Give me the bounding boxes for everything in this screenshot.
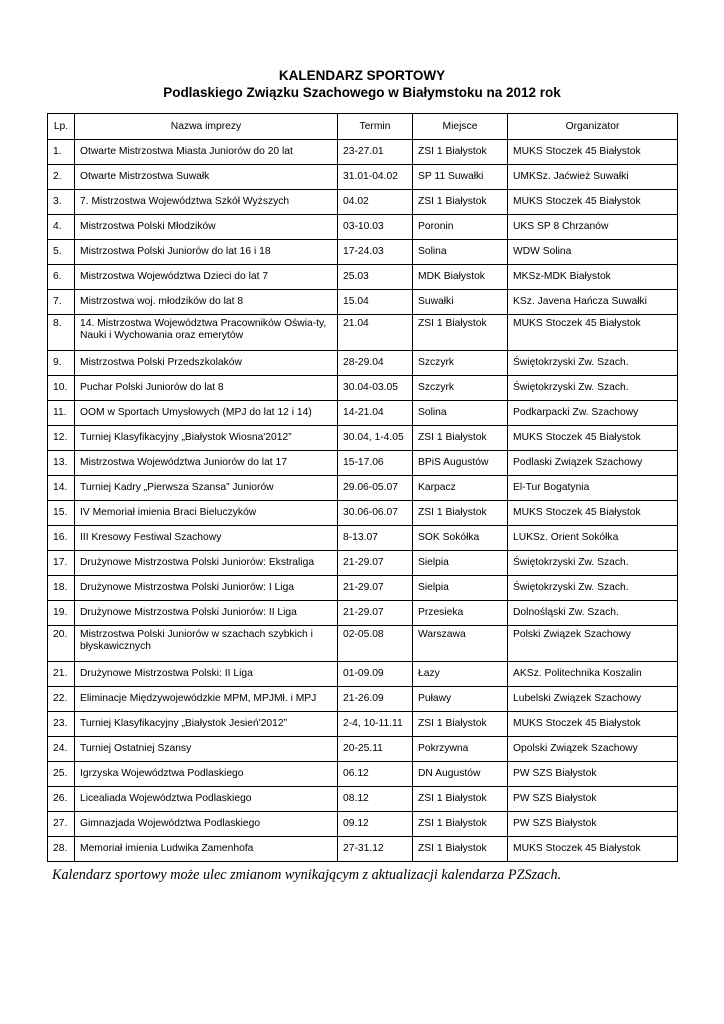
- event-place-cell: Sielpia: [413, 576, 508, 601]
- table-row: [48, 351, 678, 376]
- event-name-cell: Eliminacje Międzywojewódzkie MPM, MPJMł. i MPJ: [75, 687, 338, 712]
- event-organizer-cell: MUKS Stoczek 45 Białystok: [508, 712, 678, 737]
- event-name-cell: 14. Mistrzostwa Województwa Pracowników Oświa-ty, Nauki i Wychowania oraz emerytów: [75, 315, 338, 351]
- table-row: [48, 501, 678, 526]
- event-place-cell: ZSI 1 Białystok: [413, 315, 508, 351]
- table-row: [48, 265, 678, 290]
- event-organizer-cell: Świętokrzyski Zw. Szach.: [508, 576, 678, 601]
- event-date-cell: 17-24.03: [338, 240, 413, 265]
- event-organizer-cell: UMKSz. Jaćwież Suwałki: [508, 165, 678, 190]
- row-number-cell: 25.: [48, 762, 75, 787]
- event-organizer-cell: MUKS Stoczek 45 Białystok: [508, 837, 678, 862]
- event-organizer-cell: Opolski Związek Szachowy: [508, 737, 678, 762]
- event-organizer-cell: PW SZS Białystok: [508, 762, 678, 787]
- table-row: [48, 476, 678, 501]
- table-row: [48, 626, 678, 662]
- table-row: [48, 576, 678, 601]
- table-row: [48, 190, 678, 215]
- row-number-cell: 27.: [48, 812, 75, 837]
- event-place-cell: Solina: [413, 240, 508, 265]
- table-row: [48, 601, 678, 626]
- event-date-cell: 29.06-05.07: [338, 476, 413, 501]
- event-organizer-cell: PW SZS Białystok: [508, 812, 678, 837]
- event-name-cell: Turniej Klasyfikacyjny „Białystok Jesień'2012”: [75, 712, 338, 737]
- event-date-cell: 27-31.12: [338, 837, 413, 862]
- event-name-cell: Otwarte Mistrzostwa Suwałk: [75, 165, 338, 190]
- table-row: [48, 712, 678, 737]
- row-number-cell: 1.: [48, 140, 75, 165]
- table-body: [48, 140, 678, 862]
- row-number-cell: 13.: [48, 451, 75, 476]
- event-organizer-cell: MUKS Stoczek 45 Białystok: [508, 426, 678, 451]
- event-place-cell: ZSI 1 Białystok: [413, 812, 508, 837]
- event-name-cell: Mistrzostwa Polski Juniorów w szachach szybkich i błyskawicznych: [75, 626, 338, 662]
- event-place-cell: Sielpia: [413, 551, 508, 576]
- event-date-cell: 06.12: [338, 762, 413, 787]
- event-place-cell: Karpacz: [413, 476, 508, 501]
- row-number-cell: 4.: [48, 215, 75, 240]
- event-organizer-cell: UKS SP 8 Chrzanów: [508, 215, 678, 240]
- event-name-cell: Puchar Polski Juniorów do lat 8: [75, 376, 338, 401]
- event-name-cell: Gimnazjada Województwa Podlaskiego: [75, 812, 338, 837]
- table-row: [48, 315, 678, 351]
- row-number-cell: 11.: [48, 401, 75, 426]
- event-place-cell: Przesieka: [413, 601, 508, 626]
- table-header-row: [48, 114, 678, 140]
- event-name-cell: Mistrzostwa Województwa Dzieci do lat 7: [75, 265, 338, 290]
- row-number-cell: 2.: [48, 165, 75, 190]
- event-place-cell: ZSI 1 Białystok: [413, 712, 508, 737]
- row-number-cell: 7.: [48, 290, 75, 315]
- event-date-cell: 02-05.08: [338, 626, 413, 662]
- event-name-cell: Drużynowe Mistrzostwa Polski: II Liga: [75, 662, 338, 687]
- event-organizer-cell: Świętokrzyski Zw. Szach.: [508, 351, 678, 376]
- event-place-cell: Szczyrk: [413, 376, 508, 401]
- event-name-cell: IV Memoriał imienia Braci Bieluczyków: [75, 501, 338, 526]
- event-organizer-cell: KSz. Javena Hańcza Suwałki: [508, 290, 678, 315]
- row-number-cell: 28.: [48, 837, 75, 862]
- event-place-cell: ZSI 1 Białystok: [413, 787, 508, 812]
- row-number-cell: 12.: [48, 426, 75, 451]
- event-name-cell: Turniej Kadry „Pierwsza Szansa” Juniorów: [75, 476, 338, 501]
- event-name-cell: Otwarte Mistrzostwa Miasta Juniorów do 20 lat: [75, 140, 338, 165]
- event-place-cell: Pokrzywna: [413, 737, 508, 762]
- row-number-cell: 19.: [48, 601, 75, 626]
- row-number-cell: 16.: [48, 526, 75, 551]
- table-row: [48, 376, 678, 401]
- event-name-cell: Drużynowe Mistrzostwa Polski Juniorów: Ekstraliga: [75, 551, 338, 576]
- table-row: [48, 140, 678, 165]
- column-header-lp: Lp.: [48, 114, 75, 140]
- event-organizer-cell: Polski Związek Szachowy: [508, 626, 678, 662]
- row-number-cell: 23.: [48, 712, 75, 737]
- event-organizer-cell: WDW Solina: [508, 240, 678, 265]
- table-row: [48, 290, 678, 315]
- table-row: [48, 812, 678, 837]
- event-organizer-cell: MUKS Stoczek 45 Białystok: [508, 190, 678, 215]
- event-name-cell: Memoriał imienia Ludwika Zamenhofa: [75, 837, 338, 862]
- event-place-cell: Puławy: [413, 687, 508, 712]
- event-date-cell: 21-29.07: [338, 576, 413, 601]
- event-date-cell: 03-10.03: [338, 215, 413, 240]
- event-place-cell: ZSI 1 Białystok: [413, 837, 508, 862]
- row-number-cell: 21.: [48, 662, 75, 687]
- event-name-cell: Licealiada Województwa Podlaskiego: [75, 787, 338, 812]
- row-number-cell: 24.: [48, 737, 75, 762]
- event-place-cell: SP 11 Suwałki: [413, 165, 508, 190]
- event-date-cell: 21-26.09: [338, 687, 413, 712]
- table-row: [48, 787, 678, 812]
- event-organizer-cell: Świętokrzyski Zw. Szach.: [508, 376, 678, 401]
- row-number-cell: 9.: [48, 351, 75, 376]
- event-date-cell: 31.01-04.02: [338, 165, 413, 190]
- event-name-cell: Igrzyska Województwa Podlaskiego: [75, 762, 338, 787]
- row-number-cell: 8.: [48, 315, 75, 351]
- event-name-cell: III Kresowy Festiwal Szachowy: [75, 526, 338, 551]
- row-number-cell: 5.: [48, 240, 75, 265]
- event-organizer-cell: MUKS Stoczek 45 Białystok: [508, 140, 678, 165]
- event-place-cell: ZSI 1 Białystok: [413, 426, 508, 451]
- event-date-cell: 15-17.06: [338, 451, 413, 476]
- event-date-cell: 01-09.09: [338, 662, 413, 687]
- event-organizer-cell: MUKS Stoczek 45 Białystok: [508, 315, 678, 351]
- event-name-cell: Drużynowe Mistrzostwa Polski Juniorów: II Liga: [75, 601, 338, 626]
- event-date-cell: 15.04: [338, 290, 413, 315]
- event-organizer-cell: AKSz. Politechnika Koszalin: [508, 662, 678, 687]
- event-place-cell: ZSI 1 Białystok: [413, 140, 508, 165]
- event-date-cell: 28-29.04: [338, 351, 413, 376]
- row-number-cell: 3.: [48, 190, 75, 215]
- event-name-cell: 7. Mistrzostwa Województwa Szkół Wyższych: [75, 190, 338, 215]
- page-subtitle: Podlaskiego Związku Szachowego w Białymstoku na 2012 rok: [163, 85, 561, 100]
- row-number-cell: 6.: [48, 265, 75, 290]
- column-header-event-name: Nazwa imprezy: [75, 114, 338, 140]
- table-row: [48, 426, 678, 451]
- event-organizer-cell: Podkarpacki Zw. Szachowy: [508, 401, 678, 426]
- table-row: [48, 551, 678, 576]
- event-date-cell: 20-25.11: [338, 737, 413, 762]
- event-name-cell: Mistrzostwa Polski Przedszkolaków: [75, 351, 338, 376]
- table-row: [48, 687, 678, 712]
- event-date-cell: 08.12: [338, 787, 413, 812]
- event-name-cell: Turniej Ostatniej Szansy: [75, 737, 338, 762]
- event-date-cell: 21-29.07: [338, 551, 413, 576]
- event-organizer-cell: Podlaski Związek Szachowy: [508, 451, 678, 476]
- row-number-cell: 20.: [48, 626, 75, 662]
- row-number-cell: 17.: [48, 551, 75, 576]
- table-row: [48, 526, 678, 551]
- table-row: [48, 662, 678, 687]
- event-date-cell: 30.04, 1-4.05: [338, 426, 413, 451]
- event-place-cell: ZSI 1 Białystok: [413, 190, 508, 215]
- page-title: KALENDARZ SPORTOWY: [278, 68, 446, 83]
- event-date-cell: 04.02: [338, 190, 413, 215]
- event-place-cell: Poronin: [413, 215, 508, 240]
- event-organizer-cell: Dolnośląski Zw. Szach.: [508, 601, 678, 626]
- event-organizer-cell: MKSz-MDK Białystok: [508, 265, 678, 290]
- table-row: [48, 737, 678, 762]
- row-number-cell: 10.: [48, 376, 75, 401]
- row-number-cell: 18.: [48, 576, 75, 601]
- event-place-cell: DN Augustów: [413, 762, 508, 787]
- event-organizer-cell: Lubelski Związek Szachowy: [508, 687, 678, 712]
- column-header-date: Termin: [338, 114, 413, 140]
- event-organizer-cell: El-Tur Bogatynia: [508, 476, 678, 501]
- table-row: [48, 165, 678, 190]
- event-name-cell: Drużynowe Mistrzostwa Polski Juniorów: I Liga: [75, 576, 338, 601]
- event-place-cell: Łazy: [413, 662, 508, 687]
- table-row: [48, 762, 678, 787]
- event-date-cell: 23-27.01: [338, 140, 413, 165]
- column-header-organizer: Organizator: [508, 114, 678, 140]
- event-name-cell: Mistrzostwa woj. młodzików do lat 8: [75, 290, 338, 315]
- event-name-cell: Mistrzostwa Polski Juniorów do lat 16 i 18: [75, 240, 338, 265]
- event-organizer-cell: PW SZS Białystok: [508, 787, 678, 812]
- table-row: [48, 215, 678, 240]
- event-date-cell: 21-29.07: [338, 601, 413, 626]
- table-row: [48, 240, 678, 265]
- row-number-cell: 14.: [48, 476, 75, 501]
- event-organizer-cell: LUKSz. Orient Sokółka: [508, 526, 678, 551]
- event-name-cell: Mistrzostwa Polski Młodzików: [75, 215, 338, 240]
- event-name-cell: Mistrzostwa Województwa Juniorów do lat 17: [75, 451, 338, 476]
- event-date-cell: 14-21.04: [338, 401, 413, 426]
- event-name-cell: OOM w Sportach Umysłowych (MPJ do lat 12 i 14): [75, 401, 338, 426]
- table-row: [48, 451, 678, 476]
- column-header-place: Miejsce: [413, 114, 508, 140]
- event-place-cell: Warszawa: [413, 626, 508, 662]
- footnote: Kalendarz sportowy może ulec zmianom wynikającym z aktualizacji kalendarza PZSzach.: [52, 867, 562, 883]
- event-place-cell: Solina: [413, 401, 508, 426]
- calendar-table: [47, 113, 678, 862]
- event-date-cell: 30.04-03.05: [338, 376, 413, 401]
- event-place-cell: Szczyrk: [413, 351, 508, 376]
- event-date-cell: 21.04: [338, 315, 413, 351]
- row-number-cell: 22.: [48, 687, 75, 712]
- event-place-cell: BPiS Augustów: [413, 451, 508, 476]
- event-organizer-cell: MUKS Stoczek 45 Białystok: [508, 501, 678, 526]
- event-date-cell: 30.06-06.07: [338, 501, 413, 526]
- event-date-cell: 25.03: [338, 265, 413, 290]
- event-place-cell: SOK Sokółka: [413, 526, 508, 551]
- event-place-cell: MDK Białystok: [413, 265, 508, 290]
- row-number-cell: 26.: [48, 787, 75, 812]
- table-row: [48, 837, 678, 862]
- event-organizer-cell: Świętokrzyski Zw. Szach.: [508, 551, 678, 576]
- event-date-cell: 09.12: [338, 812, 413, 837]
- row-number-cell: 15.: [48, 501, 75, 526]
- event-place-cell: ZSI 1 Białystok: [413, 501, 508, 526]
- table-row: [48, 401, 678, 426]
- event-date-cell: 2-4, 10-11.11: [338, 712, 413, 737]
- event-date-cell: 8-13.07: [338, 526, 413, 551]
- event-place-cell: Suwałki: [413, 290, 508, 315]
- event-name-cell: Turniej Klasyfikacyjny „Białystok Wiosna'2012”: [75, 426, 338, 451]
